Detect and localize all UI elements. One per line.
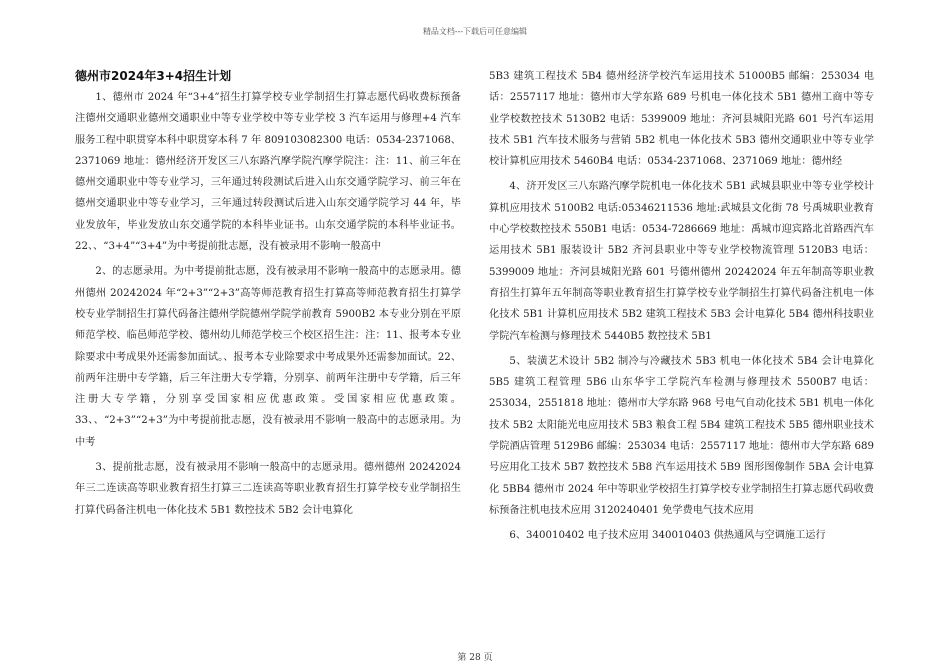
page-header: 精品文档---下载后可任意编辑 — [422, 27, 528, 36]
paragraph: 5、装潢艺术设计 5B2 制冷与冷藏技术 5B3 机电一体化技术 5B4 会计电算化 5B5 建筑工程管理 5B6 山东华宇工学院汽车检测与修理技术 5500B7 电话：253034，2551818 地址：德州市大学东路 968 号电气自动化技术 5B1 机电一体化技术 5B2 太阳能光电应用技术 5B3 粮食工程 5B4 建筑工程技术 5B5 德州职业技术学院酒店管理 5129B6 邮编：253034 电话：2557117 地址：德州市大学东路 689 号应用化工技术 5B7 数控技术 5B8 汽车运用技术 5B9 图形图像制作 5BA 会计电算化 5BB4 德州市 2024 年中等职业学校招生打算学校专业学制招生打算志愿代码收费标预备注机电技术应用 3120240401 免学费电气技术应用 — [489, 355, 874, 516]
paragraph: 1、德州市 2024 年“3+4”招生打算学校专业学制招生打算志愿代码收费标预备注德州交通职业德州交通职业中等专业学校中等专业学校 3 汽车运用与修理+4 汽车服务工程中职贯穿本科中职贯穿本科 7 年 809103082300 电话：0534-2371068、2371069 地址：德州经济开发区三八东路汽摩学院汽摩学院注：注：11、前三年在德州交通职业中等专业学习，三年通过转段测试后进入山东交通学院学习、前三年在德州交通职业中等专业学习，三年通过转段测试后进入山东交通学院学习 44 年，毕业发放年，毕业发放山东交通学院的本科毕业证书。山东交通学院的本科毕业证书。22、、“3+4”“3+4”为中考提前批志愿，没有被录用不影响一般高中 — [75, 92, 461, 253]
page-number: 第 28 页 — [457, 653, 493, 663]
paragraph: 6、340010402 电子技术应用 340010403 供热通风与空调施工运行 — [509, 530, 826, 542]
paragraph: 2、的志愿录用。为中考提前批志愿，没有被录用不影响一般高中的志愿录用。德州德州 20242024 年“2+3”“2+3”高等师范教育招生打算高等师范教育招生打算学校专业学制招生打算代码备注德州学院德州学院学前教育 5900B2 本专业分别在平原师范学校、临邑师范学校、德州幼儿师范学校三个校区招生注：注：11、报考本专业除要求中考成果外还需参加面试。、报考本专业除要求中考成果外还需参加面试。22、前两年注册中专学籍，后三年注册大专学籍，分别享、前两年注册中专学籍，后三年注册大专学籍，分别享受国家相应优惠政策。受国家相应优惠政策。33、、“2+3”“2+3”为中考提前批志愿，没有被录用不影响一般高中的志愿录用。为中考 — [75, 266, 461, 448]
left-column — [75, 66, 461, 525]
right-column — [489, 66, 874, 551]
document-title: 德州市2024年3+4招生计划 — [75, 69, 232, 83]
paragraph: 4、济开发区三八东路汽摩学院机电一体化技术 5B1 武城县职业中等专业学校计算机应用技术 5100B2 电话:05346211536 地址:武城县文化街 78 号禹城职业教育中心学校数控技术 550B1 电话：0534-7286669 地址：禹城市迎宾路北首路西汽车运用技术 5B1 服装设计 5B2 齐河县职业中等专业学校物流管理 5120B3 电话：5399009 地址：齐河县城阳光路 601 号德州德州 20242024 年五年制高等职业教育招生打算年五年制高等职业教育招生打算学校专业学制招生打算代码备注机电一体化技术 5B1 计算机应用技术 5B2 建筑工程技术 5B3 会计电算化 5B4 德州科技职业学院汽车检测与修理技术 5440B5 数控技术 5B1 — [489, 181, 874, 342]
paragraph: 5B3 建筑工程技术 5B4 德州经济学校汽车运用技术 51000B5 邮编：253034 电话：2557117 地址：德州市大学东路 689 号机电一体化技术 5B1 德州工商中等专业学校数控技术 5130B2 电话：5399009 地址：齐河县城阳光路 601 号汽车运用技术 5B1 汽车技术服务与营销 5B2 机电一体化技术 5B3 德州交通职业中等专业学校计算机应用技术 5460B4 电话：0534-2371068、2371069 地址：德州经 — [489, 71, 874, 168]
paragraph: 3、提前批志愿，没有被录用不影响一般高中的志愿录用。德州德州 20242024 年三二连读高等职业教育招生打算三二连读高等职业教育招生打算学校专业学制招生打算代码备注机电一体化技术 5B1 数控技术 5B2 会计电算化 — [75, 462, 461, 516]
